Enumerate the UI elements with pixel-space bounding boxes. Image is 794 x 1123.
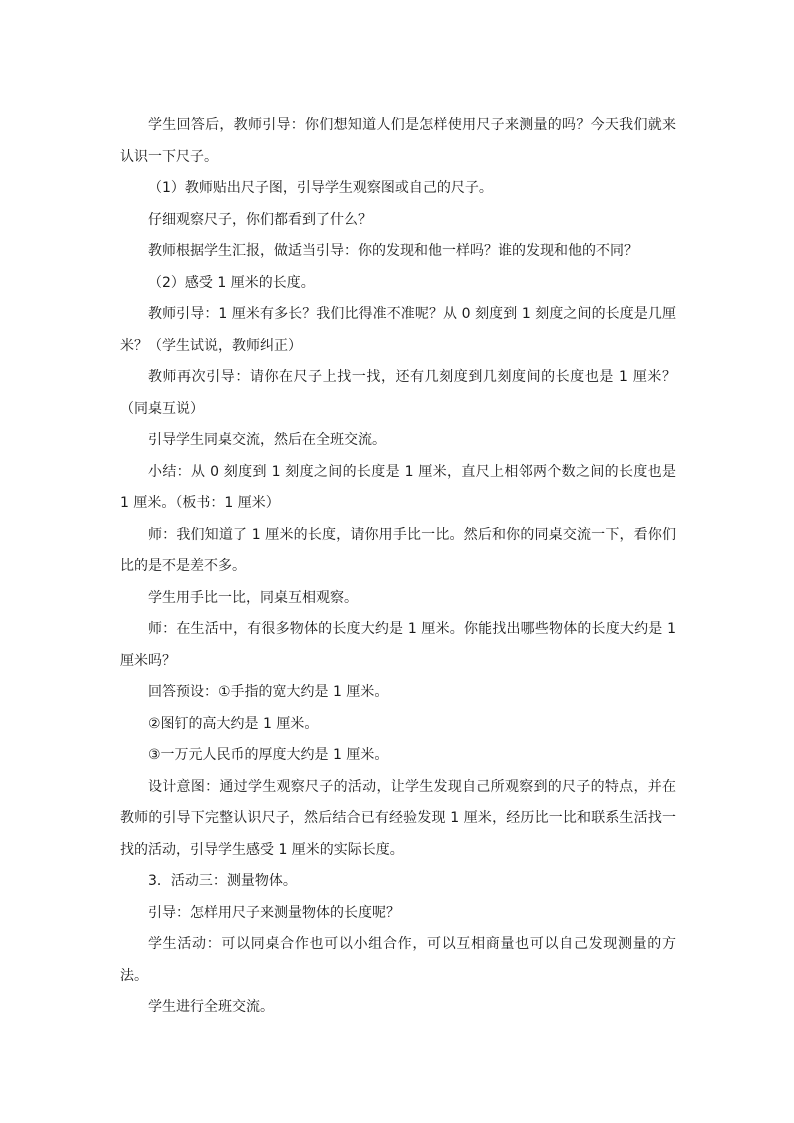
paragraph: 师：在生活中，有很多物体的长度大约是 1 厘米。你能找出哪些物体的长度大约是 1 厘米吗？ <box>120 621 676 669</box>
paragraph: 仔细观察尺子，你们都看到了什么？ <box>148 211 372 228</box>
paragraph: 设计意图：通过学生观察尺子的活动，让学生发现自己所观察到的尺子的特点，并在教师的引导下完整认识尺子，然后结合已有经验发现 1 厘米，经历比一比和联系生活找一找的活动，引导学生感受 1 厘米的实际长度。 <box>120 778 676 858</box>
paragraph: ②图钉的高大约是 1 厘米。 <box>148 715 319 732</box>
paragraph: 引导学生同桌交流，然后在全班交流。 <box>148 432 386 448</box>
paragraph: 回答预设：①手指的宽大约是 1 厘米。 <box>148 684 389 700</box>
paragraph: 引导：怎样用尺子来测量物体的长度呢？ <box>148 904 400 921</box>
paragraph: 教师再次引导：请你在尺子上找一找，还有几刻度到几刻度间的长度也是 1 厘米？（同桌互说） <box>120 369 676 417</box>
paragraph: 小结：从 0 刻度到 1 刻度之间的长度是 1 厘米，直尺上相邻两个数之间的长度也是 1 厘米。（板书：1 厘米） <box>120 463 676 511</box>
paragraph: 教师根据学生汇报，做适当引导：你的发现和他一样吗？谁的发现和他的不同？ <box>148 243 638 259</box>
paragraph: （1）教师贴出尺子图，引导学生观察图或自己的尺子。 <box>148 180 493 196</box>
paragraph: 3．活动三：测量物体。 <box>148 873 297 889</box>
paragraph: 学生进行全班交流。 <box>148 999 274 1015</box>
paragraph: 师：我们知道了 1 厘米的长度，请你用手比一比。然后和你的同桌交流一下，看你们比的是不是差不多。 <box>120 526 676 574</box>
paragraph: 教师引导：1 厘米有多长？我们比得准不准呢？从 0 刻度到 1 刻度之间的长度是几厘米？（学生试说，教师纠正） <box>120 306 676 354</box>
paragraph: ③一万元人民币的厚度大约是 1 厘米。 <box>148 747 389 763</box>
paragraph: 学生活动：可以同桌合作也可以小组合作，可以互相商量也可以自己发现测量的方法。 <box>120 936 676 984</box>
document-body <box>120 110 676 1024</box>
paragraph: 学生回答后，教师引导：你们想知道人们是怎样使用尺子来测量的吗？今天我们就来认识一下尺子。 <box>120 117 676 165</box>
paragraph: 学生用手比一比，同桌互相观察。 <box>148 589 358 606</box>
paragraph: （2）感受 1 厘米的长度。 <box>148 274 315 291</box>
